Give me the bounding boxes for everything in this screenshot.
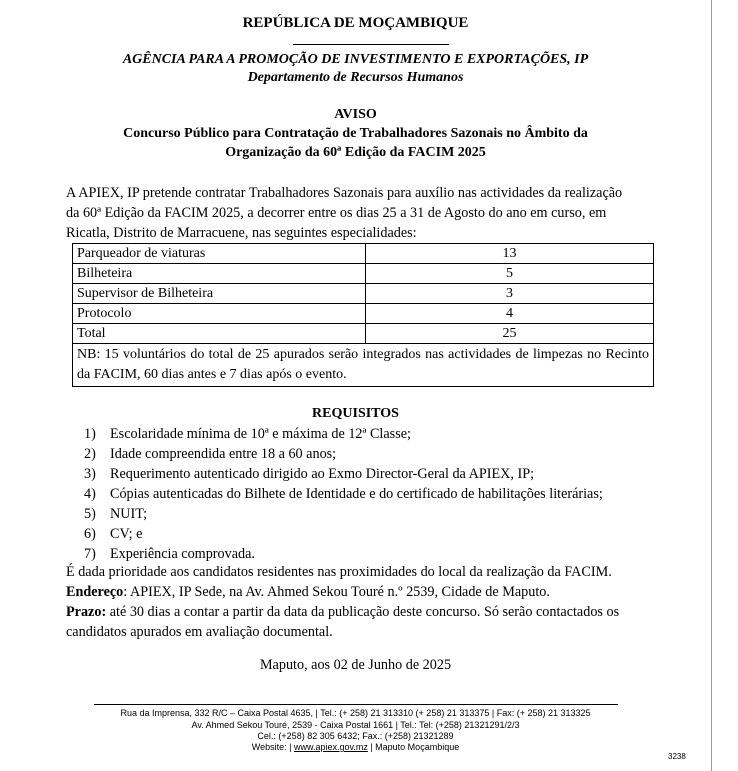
agency-name: AGÊNCIA PARA A PROMOÇÃO DE INVESTIMENTO E EXPORTAÇÕES, IP (122, 52, 589, 67)
item-text: Idade compreendida entre 18 a 60 anos; (110, 446, 337, 462)
item-text: CV; e (110, 526, 143, 542)
item-number: 5) (84, 506, 96, 522)
page-code: 3238 (668, 752, 686, 761)
footer-line-1: Rua da Imprensa, 332 R/C – Caixa Postal 4635, | Tel.: (+ 258) 21 313310 (+ 258) 21 313375 | Fax: (+ 258) 21 313325 (120, 708, 591, 718)
notice-title: AVISO (334, 107, 377, 122)
heading-rule (293, 44, 449, 45)
country-heading: REPÚBLICA DE MOÇAMBIQUE (242, 15, 469, 31)
footer-location: | Maputo Moçambique (367, 742, 460, 752)
footer-line-3: Cel.: (+258) 82 305 6432; Fax.: (+258) 21321289 (257, 731, 454, 741)
quantity-cell: 13 (366, 244, 654, 264)
address-line (66, 582, 666, 602)
role-cell: Protocolo (73, 304, 366, 324)
item-number: 1) (84, 426, 96, 442)
deadline-text: até 30 dias a contar a partir da data da publicação deste concurso. Só serão contactados os (106, 604, 620, 620)
list-item (84, 444, 603, 464)
signature-date: Maputo, aos 02 de Junho de 2025 (259, 657, 452, 673)
table-row (73, 304, 654, 324)
role-cell: Total (73, 324, 366, 344)
item-text: Cópias autenticadas do Bilhete de Identidade e do certificado de habilitações literárias; (110, 486, 603, 502)
website-link[interactable]: www.apiex.gov.mz (293, 742, 368, 752)
table-row (73, 264, 654, 284)
footer-line-2: Av. Ahmed Sekou Touré, 2539 - Caixa Postal 1661 | Tel.: Tel: (+258) 21321291/2/3 (191, 720, 520, 730)
role-cell: Supervisor de Bilheteira (73, 284, 366, 304)
item-text: Requerimento autenticado dirigido ao Exmo Director-Geral da APIEX, IP; (110, 466, 535, 482)
item-number: 6) (84, 526, 96, 542)
quantity-cell: 25 (366, 324, 654, 344)
intro-line: A APIEX, IP pretende contratar Trabalhadores Sazonais para auxílio nas actividades da realização (66, 185, 623, 201)
role-cell: Parqueador de viaturas (73, 244, 366, 264)
table-row (73, 284, 654, 304)
quantity-cell: 5 (366, 264, 654, 284)
list-item (84, 524, 603, 544)
quantity-cell: 3 (366, 284, 654, 304)
list-item (84, 424, 603, 444)
department-name: Departamento de Recursos Humanos (247, 70, 464, 85)
website-label: Website: | (251, 742, 294, 752)
item-number: 2) (84, 446, 96, 462)
footer-line-4 (0, 741, 711, 753)
intro-line: Ricatla, Distrito de Marracuene, nas seguintes especialidades: (66, 225, 417, 241)
item-text: Experiência comprovada. (110, 546, 255, 562)
footer-rule (94, 704, 618, 705)
intro-line: da 60ª Edição da FACIM 2025, a decorrer entre os dias 25 a 31 de Agosto do ano em curso, em (66, 205, 607, 221)
quantity-cell: 4 (366, 304, 654, 324)
priority-note: É dada prioridade aos candidatos residentes nas proximidades do local da realização da FACIM. (66, 564, 612, 580)
deadline-line (66, 602, 666, 622)
closing-paragraph (66, 562, 666, 642)
list-item (84, 484, 603, 504)
role-cell: Bilheteira (73, 264, 366, 284)
requirements-list (84, 424, 603, 564)
item-text: Escolaridade mínima de 10ª e máxima de 12ª Classe; (110, 426, 411, 442)
table-note: NB: 15 voluntários do total de 25 apurados serão integrados nas actividades de limpezas no Recinto da FACIM, 60 dias antes e 7 dias após o evento. (73, 344, 654, 387)
list-item (84, 544, 603, 564)
table-row (73, 244, 654, 264)
table-row (73, 324, 654, 344)
notice-subtitle-line1: Concurso Público para Contratação de Trabalhadores Sazonais no Âmbito da (123, 126, 588, 141)
item-number: 7) (84, 546, 96, 562)
table-note-row (73, 344, 654, 387)
address-label: Endereço (66, 584, 124, 600)
list-item (84, 504, 603, 524)
intro-paragraph (66, 183, 650, 243)
list-item (84, 464, 603, 484)
notice-subtitle-line2: Organização da 60ª Edição da FACIM 2025 (225, 145, 486, 160)
item-number: 3) (84, 466, 96, 482)
deadline-line-2: candidatos apurados em avaliação documental. (66, 624, 333, 640)
item-number: 4) (84, 486, 96, 502)
specialties-table (72, 243, 654, 387)
address-text: : APIEX, IP Sede, na Av. Ahmed Sekou Touré n.º 2539, Cidade de Maputo. (123, 584, 550, 600)
deadline-label: Prazo: (66, 604, 107, 620)
requirements-title: REQUISITOS (312, 406, 399, 421)
item-text: NUIT; (110, 506, 148, 522)
